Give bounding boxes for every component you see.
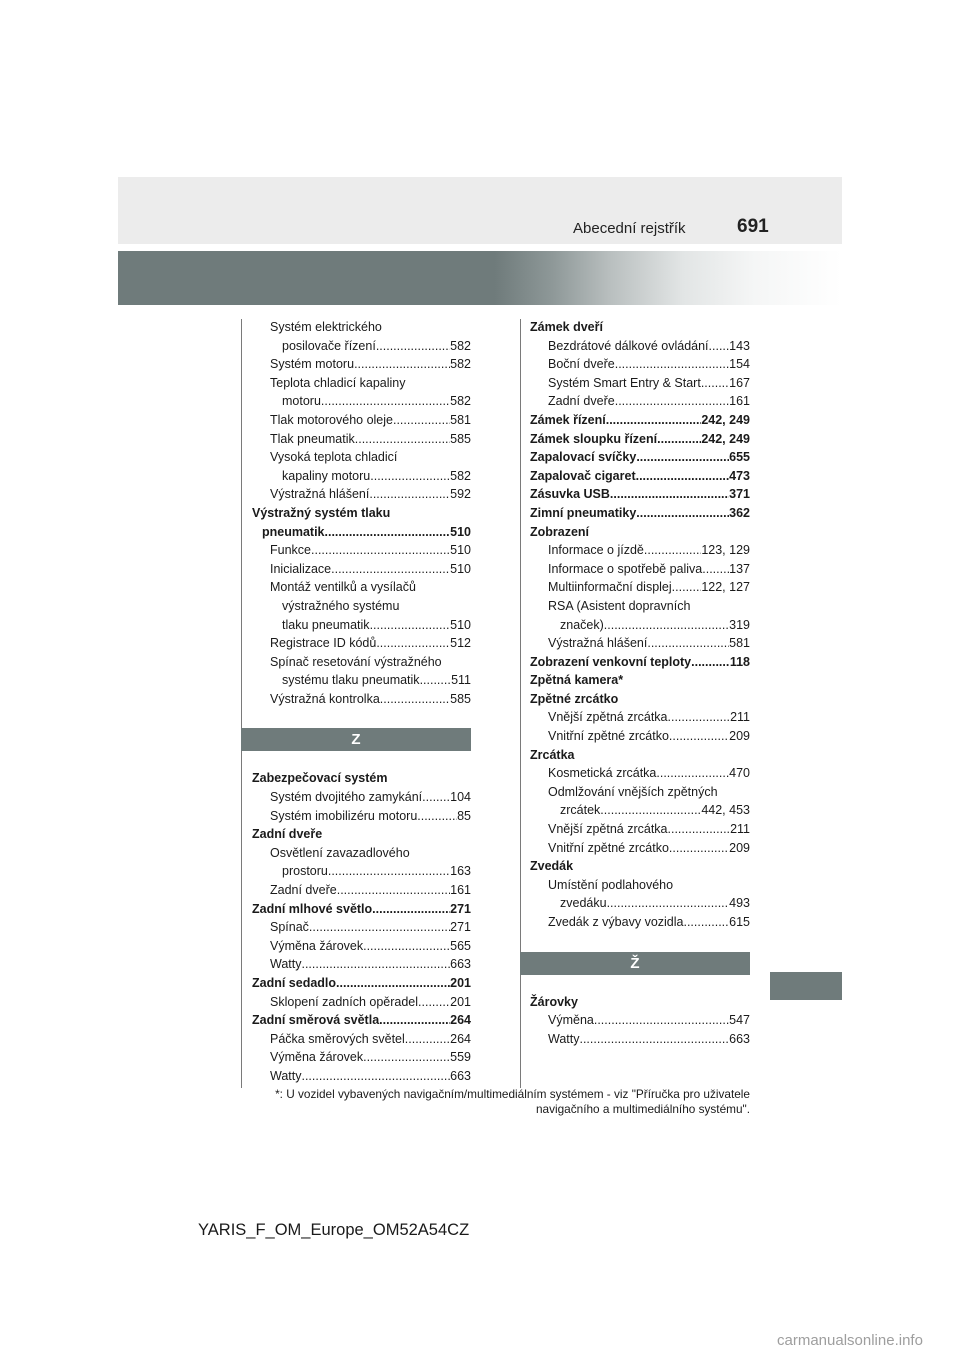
- page-reference: 161: [729, 394, 750, 409]
- page-reference: 319: [729, 617, 750, 632]
- index-entry: [530, 690, 750, 709]
- index-entry: [252, 318, 471, 355]
- index-entry: [530, 839, 750, 858]
- index-term: tlaku pneumatik: [282, 617, 370, 632]
- index-term: značek): [560, 617, 604, 632]
- index-term: Teplota chladicí kapaliny: [270, 375, 406, 390]
- index-entry: [252, 578, 471, 634]
- index-term: Vysoká teplota chladicí: [270, 450, 398, 465]
- dot-leader: [647, 634, 729, 653]
- dot-leader: [393, 411, 450, 430]
- page-reference: 442, 453: [701, 803, 750, 818]
- index-entry: [530, 764, 750, 783]
- dot-leader: [600, 801, 701, 820]
- dot-leader: [604, 616, 729, 635]
- index-entry: [252, 560, 471, 579]
- dot-leader: [615, 355, 729, 374]
- index-group-continued: [252, 318, 471, 708]
- index-entry: [530, 1011, 750, 1030]
- dot-leader: [405, 1030, 450, 1049]
- footnote-line: navigačního a multimediálního systému".: [535, 1102, 750, 1116]
- index-group-zh: [530, 993, 750, 1049]
- index-term: Výstražná kontrolka: [270, 691, 380, 706]
- index-entry: [252, 769, 471, 788]
- index-entry: [530, 820, 750, 839]
- index-term: Výměna: [548, 1013, 594, 1028]
- index-term: Systém dvojitého zamykání: [270, 790, 423, 805]
- page-reference: 137: [729, 561, 750, 576]
- dot-leader: [683, 913, 729, 932]
- page-reference: 201: [450, 976, 471, 990]
- dot-leader: [370, 616, 451, 635]
- index-entry: [252, 1011, 471, 1030]
- index-term: Zrcátka: [530, 747, 575, 762]
- index-entry: [530, 318, 750, 337]
- dot-leader: [328, 862, 450, 881]
- dot-leader: [644, 541, 701, 560]
- index-group-z: [252, 769, 471, 1085]
- index-entry: [252, 974, 471, 993]
- index-entry: [252, 355, 471, 374]
- index-term: systému tlaku pneumatik: [282, 673, 420, 688]
- index-entry: [530, 708, 750, 727]
- page-reference: 559: [450, 1050, 471, 1065]
- index-entry: [252, 1067, 471, 1086]
- index-term: Tlak pneumatik: [270, 431, 355, 446]
- dot-leader: [579, 1030, 729, 1049]
- page-reference: 510: [450, 543, 471, 558]
- page-reference: 615: [729, 915, 750, 929]
- index-entry: [252, 825, 471, 844]
- index-entry: [530, 1030, 750, 1049]
- index-term: Osvětlení zavazadlového: [270, 845, 410, 860]
- index-entry: [530, 374, 750, 393]
- dot-leader: [336, 974, 450, 993]
- index-entry: [530, 597, 750, 634]
- section-title: Abecední rejstřík: [573, 220, 686, 237]
- index-entry: [530, 523, 750, 542]
- page-reference: 211: [730, 710, 750, 725]
- page-reference: 104: [450, 790, 471, 805]
- index-entry: [530, 913, 750, 932]
- index-entry: [252, 448, 471, 485]
- dot-leader: [311, 541, 450, 560]
- dot-leader: [672, 578, 702, 597]
- dot-leader: [301, 1067, 450, 1086]
- index-term: Kosmetická zrcátka: [548, 766, 657, 781]
- index-term: Funkce: [270, 543, 311, 558]
- index-entry: [530, 541, 750, 560]
- page-reference: 118: [729, 654, 750, 669]
- index-term: Systém elektrického: [270, 320, 382, 334]
- index-term: Žárovky: [530, 994, 578, 1009]
- page-reference: 122, 127: [701, 580, 750, 595]
- index-entry: [530, 560, 750, 579]
- dot-leader: [355, 430, 450, 449]
- page-reference: 582: [450, 357, 471, 372]
- index-term: Informace o jízdě: [548, 543, 644, 558]
- index-entry: [252, 634, 471, 653]
- index-entry: [252, 430, 471, 449]
- page-reference: 511: [451, 673, 471, 688]
- index-term: Zvedák z výbavy vozidla: [548, 915, 684, 929]
- index-entry: [252, 918, 471, 937]
- page-reference: 201: [450, 994, 471, 1009]
- page-reference: 85: [457, 808, 471, 823]
- index-term: posilovače řízení: [282, 338, 376, 353]
- dot-leader: [376, 634, 450, 653]
- index-term: Bezdrátové dálkové ovládání: [548, 338, 709, 353]
- index-entry: [530, 634, 750, 653]
- dot-leader: [422, 788, 450, 807]
- page-reference: 470: [729, 766, 750, 781]
- dot-leader: [669, 727, 729, 746]
- index-term: Výměna žárovek: [270, 938, 364, 953]
- index-term: prostoru: [282, 864, 328, 879]
- page-reference: 510: [450, 617, 471, 632]
- dot-leader: [309, 918, 450, 937]
- column-rule-left: [241, 319, 242, 1088]
- page-reference: 143: [729, 338, 750, 353]
- page-reference: 473: [729, 468, 750, 483]
- document-code: YARIS_F_OM_Europe_OM52A54CZ: [198, 1221, 470, 1239]
- dot-leader: [363, 937, 450, 956]
- index-term: Informace o spotřebě paliva: [548, 561, 703, 576]
- index-term: Boční dveře: [548, 357, 615, 372]
- dot-leader: [636, 504, 729, 523]
- page-reference: 585: [450, 691, 471, 706]
- dot-leader: [615, 392, 729, 411]
- index-entry: [252, 411, 471, 430]
- index-entry: [530, 671, 750, 690]
- index-entry: [530, 876, 750, 913]
- index-term: Spínač: [270, 920, 309, 935]
- page-reference: 264: [450, 1031, 471, 1046]
- index-entry: [252, 374, 471, 411]
- page-reference: 512: [450, 636, 471, 651]
- page-reference: 655: [729, 450, 750, 465]
- index-term: Multiinformační displej: [548, 580, 672, 595]
- index-entry: [530, 857, 750, 876]
- index-term: Zámek dveří: [530, 320, 603, 334]
- dot-leader: [418, 993, 450, 1012]
- index-entry: [252, 504, 471, 541]
- index-term: motoru: [282, 394, 321, 409]
- dot-leader: [691, 653, 730, 672]
- footnote-line: *: U vozidel vybavených navigačním/multimediálním systémem - viz "Příručka pro uživatele: [275, 1087, 750, 1101]
- index-term: Odmlžování vnějších zpětných: [548, 784, 718, 799]
- index-term: Zadní sedadlo: [252, 976, 337, 990]
- index-entry: [252, 541, 471, 560]
- index-entry: [252, 1030, 471, 1049]
- index-entry: [530, 411, 750, 430]
- index-term: Zvedák: [530, 859, 574, 874]
- page-reference: 582: [450, 338, 471, 353]
- page-reference: 582: [450, 468, 471, 483]
- index-term: Vnější zpětná zrcátka: [548, 710, 668, 725]
- index-term: Zpětná kamera*: [530, 673, 624, 688]
- index-entry: [252, 690, 471, 709]
- index-term: Tlak motorového oleje: [270, 412, 393, 427]
- dot-leader: [369, 485, 450, 504]
- page-reference: 161: [450, 883, 471, 898]
- dot-leader: [331, 560, 450, 579]
- index-group-z-continued: [530, 318, 750, 932]
- page-reference: 493: [729, 896, 750, 911]
- index-term: Výstražný systém tlaku: [252, 505, 391, 520]
- dot-leader: [636, 448, 729, 467]
- dot-leader: [607, 894, 730, 913]
- index-entry: [252, 900, 471, 919]
- index-term: Registrace ID kódů: [270, 636, 377, 651]
- page-reference: 565: [450, 938, 471, 953]
- index-term: Watty: [270, 957, 302, 972]
- index-entry: [530, 727, 750, 746]
- dot-leader: [354, 355, 450, 374]
- index-term: Zobrazení: [530, 524, 590, 539]
- index-entry: [252, 807, 471, 826]
- index-entry: [530, 746, 750, 765]
- index-term: Zobrazení venkovní teploty: [530, 654, 692, 669]
- index-term: Výstražná hlášení: [548, 636, 648, 651]
- dot-leader: [417, 807, 457, 826]
- index-entry: [252, 881, 471, 900]
- page-reference: 271: [450, 901, 471, 916]
- index-column-right: [530, 318, 750, 1048]
- page-reference: 211: [730, 822, 750, 837]
- index-column-left: [252, 318, 471, 1086]
- index-term: Vnější zpětná zrcátka: [548, 822, 668, 837]
- page-reference: 585: [450, 431, 471, 446]
- dot-leader: [337, 881, 450, 900]
- index-entry: [252, 844, 471, 881]
- index-entry: [252, 937, 471, 956]
- index-term: Sklopení zadních opěradel: [270, 994, 419, 1009]
- index-term: Systém Smart Entry & Start: [548, 375, 701, 390]
- page-reference: 581: [450, 412, 471, 427]
- decorative-gradient-band: [118, 251, 842, 305]
- dot-leader: [701, 374, 729, 393]
- page-reference: 264: [450, 1013, 471, 1028]
- letter-heading-zh: Ž: [520, 952, 750, 975]
- index-term: Zabezpečovací systém: [252, 771, 388, 786]
- page-reference: 209: [729, 729, 750, 744]
- index-term: Zadní dveře: [252, 827, 323, 842]
- index-entry: [530, 430, 750, 449]
- index-entry: [530, 355, 750, 374]
- letter-heading-z: Z: [241, 728, 471, 751]
- header-band: [118, 177, 842, 244]
- index-term: RSA (Asistent dopravních: [548, 598, 691, 613]
- index-entry: [530, 337, 750, 356]
- index-entry: [530, 392, 750, 411]
- dot-leader: [594, 1011, 729, 1030]
- index-entry: [530, 504, 750, 523]
- dot-leader: [363, 1048, 450, 1067]
- dot-leader: [657, 430, 701, 449]
- index-term: Montáž ventilků a vysílačů: [270, 580, 416, 595]
- index-term: Zapalovač cigaret: [530, 468, 636, 483]
- page-reference: 362: [729, 505, 750, 520]
- index-term: Zapalovací svíčky: [530, 450, 637, 465]
- index-term: Zpětné zrcátko: [530, 691, 619, 706]
- dot-leader: [301, 955, 450, 974]
- page-reference: 547: [729, 1013, 750, 1028]
- dot-leader: [668, 708, 731, 727]
- index-entry: [252, 993, 471, 1012]
- page-reference: 242, 249: [701, 431, 750, 446]
- dot-leader: [379, 1011, 450, 1030]
- page-reference: 371: [729, 487, 750, 502]
- dot-leader: [702, 560, 729, 579]
- dot-leader: [380, 690, 450, 709]
- index-term: Výměna žárovek: [270, 1050, 364, 1065]
- page-number: 691: [737, 216, 769, 237]
- page-reference: 163: [450, 864, 471, 879]
- page-reference: 154: [729, 357, 750, 372]
- index-entry: [252, 1048, 471, 1067]
- page-reference: 663: [450, 1068, 471, 1083]
- chapter-thumb-tab: [770, 972, 842, 1000]
- dot-leader: [606, 411, 702, 430]
- page-reference: 167: [729, 375, 750, 390]
- index-entry: [530, 653, 750, 672]
- index-entry: [530, 993, 750, 1012]
- index-term: pneumatik: [262, 524, 325, 539]
- index-term: Systém imobilizéru motoru: [270, 808, 418, 823]
- dot-leader: [610, 485, 729, 504]
- index-term: Zadní mlhové světlo: [252, 901, 373, 916]
- page-reference: 510: [450, 561, 471, 576]
- page-reference: 592: [450, 487, 471, 502]
- dot-leader: [420, 671, 452, 690]
- index-term: zvedáku: [560, 896, 607, 911]
- index-entry: [530, 485, 750, 504]
- index-term: Inicializace: [270, 561, 332, 576]
- index-term: Zásuvka USB: [530, 487, 610, 502]
- page-reference: 209: [729, 840, 750, 855]
- index-term: Umístění podlahového: [548, 877, 674, 892]
- dot-leader: [656, 764, 729, 783]
- index-entry: [252, 653, 471, 690]
- footnote: [230, 1087, 750, 1117]
- index-entry: [252, 485, 471, 504]
- index-entry: [530, 783, 750, 820]
- page-reference: 242, 249: [701, 412, 750, 427]
- page-reference: 510: [450, 524, 471, 539]
- index-term: Spínač resetování výstražného: [270, 654, 442, 669]
- index-term: Watty: [548, 1031, 580, 1046]
- index-term: Výstražná hlášení: [270, 487, 370, 502]
- dot-leader: [321, 392, 450, 411]
- index-term: Zámek sloupku řízení: [530, 431, 658, 446]
- dot-leader: [668, 820, 731, 839]
- dot-leader: [709, 337, 730, 356]
- dot-leader: [325, 523, 451, 542]
- index-term: výstražného systému: [282, 598, 400, 613]
- index-entry: [252, 788, 471, 807]
- page-reference: 663: [450, 957, 471, 972]
- dot-leader: [376, 337, 450, 356]
- index-entry: [530, 578, 750, 597]
- index-term: Zadní dveře: [270, 883, 337, 898]
- index-term: Zámek řízení: [530, 412, 606, 427]
- page-reference: 582: [450, 394, 471, 409]
- dot-leader: [372, 900, 450, 919]
- index-term: Zadní směrová světla: [252, 1013, 380, 1028]
- dot-leader: [370, 467, 450, 486]
- page-reference: 663: [729, 1031, 750, 1046]
- index-term: zrcátek: [560, 803, 601, 818]
- dot-leader: [669, 839, 729, 858]
- index-term: Watty: [270, 1068, 302, 1083]
- index-term: Vnitřní zpětné zrcátko: [548, 840, 669, 855]
- page-reference: 581: [729, 636, 750, 651]
- index-entry: [252, 955, 471, 974]
- index-entry: [530, 467, 750, 486]
- dot-leader: [636, 467, 730, 486]
- watermark: carmanualsonline.info: [777, 1332, 923, 1349]
- index-entry: [530, 448, 750, 467]
- page-reference: 123, 129: [701, 543, 750, 558]
- index-term: Vnitřní zpětné zrcátko: [548, 729, 669, 744]
- page-reference: 271: [450, 920, 471, 935]
- index-term: kapaliny motoru: [282, 468, 371, 483]
- index-term: Zimní pneumatiky: [530, 505, 637, 520]
- index-term: Zadní dveře: [548, 394, 615, 409]
- index-term: Systém motoru: [270, 357, 355, 372]
- index-term: Páčka směrových světel: [270, 1031, 405, 1046]
